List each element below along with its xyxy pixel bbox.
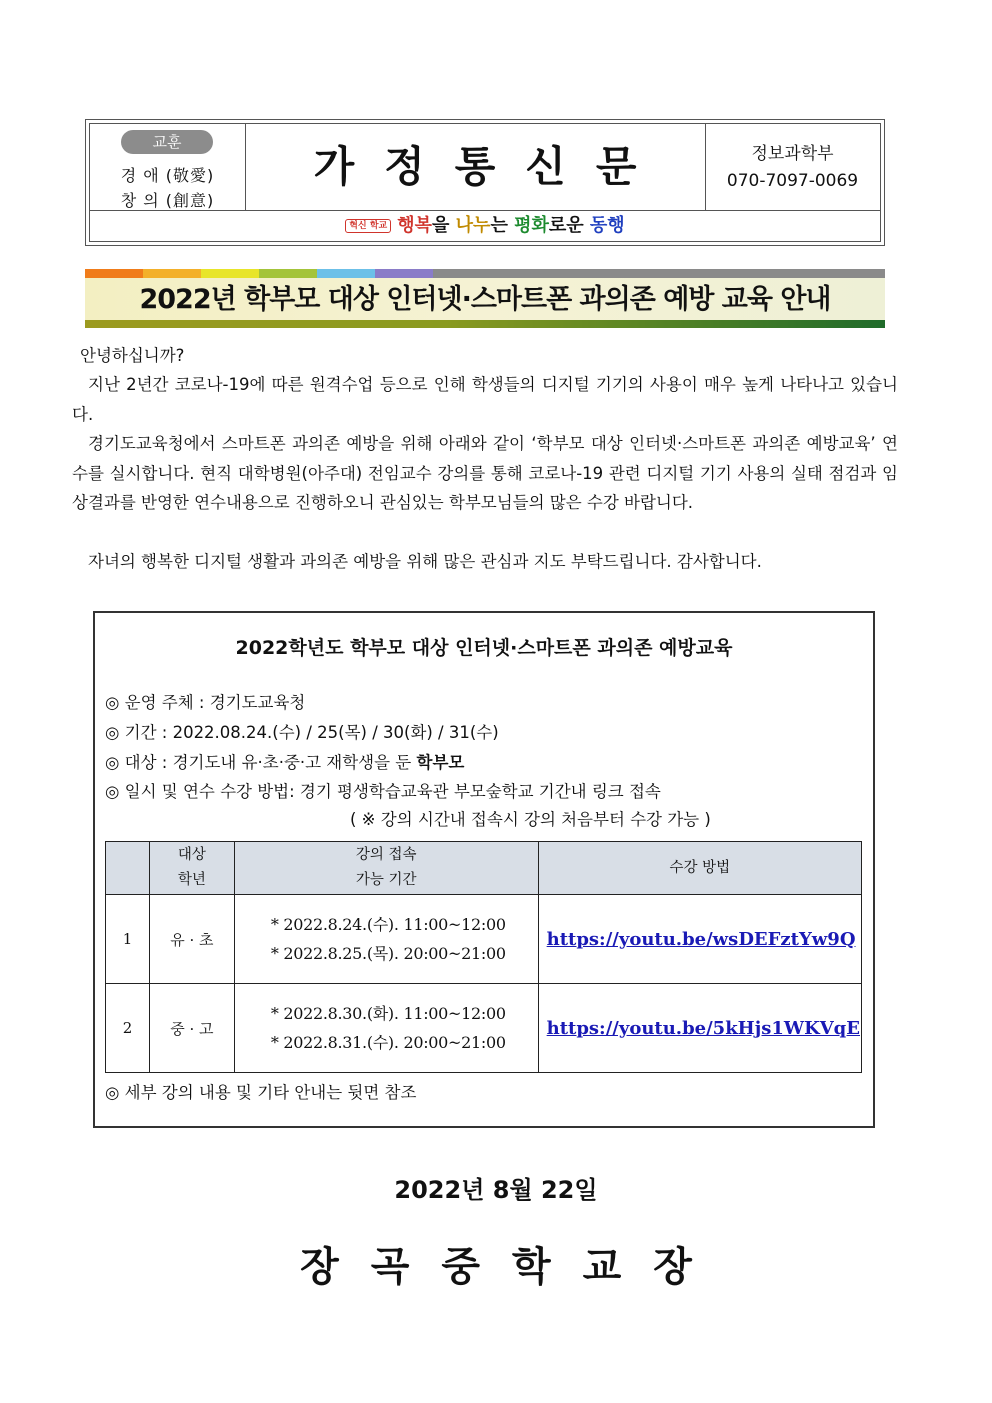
table-header-row [106, 842, 862, 895]
row-date-1: * 2022.8.24.(수). 11:00~12:00 [270, 915, 506, 934]
color-bar-segment [375, 269, 433, 278]
slogan-text [397, 215, 624, 236]
col-header-target [149, 842, 234, 895]
greeting: 안녕하십니까? [80, 346, 185, 365]
diagonal-header-cell [106, 842, 150, 895]
program-target-bold: 학부모 [416, 753, 465, 772]
row-grade: 유 · 초 [149, 895, 234, 984]
motto-badge: 교훈 [121, 130, 213, 154]
col-header-target-1: 대상 [177, 847, 206, 863]
row-number: 1 [106, 895, 150, 984]
newsletter-header [85, 119, 885, 246]
newsletter-title-cell [245, 124, 706, 210]
innovation-school-badge: 혁신 학교 [345, 219, 391, 233]
department-contact [705, 124, 880, 210]
newsletter-title: 가정통신문 [313, 142, 667, 191]
color-bar-segment [433, 269, 885, 278]
paragraph-1: 지난 2년간 코로나-19에 따른 원격수업 등으로 인해 학생들의 디지털 기기의 사용이 매우 높게 나타나고 있습니다. [72, 375, 898, 424]
program-target-text: ◎ 대상 : 경기도내 유·초·중·고 재학생을 둔 [105, 753, 417, 772]
issue-date: 2022년 8월 22일 [394, 1176, 598, 1204]
slogan-part-1: 을 [432, 215, 456, 236]
header-inner-frame [89, 123, 881, 242]
department-name: 정보과학부 [751, 144, 834, 164]
department-phone: 070-7097-0069 [726, 171, 859, 191]
color-bar-segment [201, 269, 259, 278]
paragraph-3: 자녀의 행복한 디지털 생활과 과의존 예방을 위해 많은 관심과 지도 부탁드립니다. 감사합니다. [88, 552, 762, 571]
motto-line-1: 경 애 (敬愛) [120, 166, 215, 185]
banner-bottom-bar [85, 320, 885, 328]
slogan-part-6: 동행 [589, 215, 625, 236]
principal-signature: 장곡중학교장 [300, 1244, 724, 1290]
motto-line-2: 창 의 (創意) [120, 191, 215, 210]
row-date-2: * 2022.8.31.(수). 20:00~21:00 [270, 1033, 506, 1052]
youtube-link-secondary[interactable]: https://youtu.be/5kHjs1WKVqE [538, 984, 861, 1073]
row-date-1: * 2022.8.30.(화). 11:00~12:00 [270, 1004, 506, 1023]
program-method-note: ( ※ 강의 시간내 접속시 강의 처음부터 수강 가능 ) [350, 810, 711, 829]
col-header-period-1: 강의 접속 [355, 847, 417, 863]
program-organizer: ◎ 운영 주체 : 경기도교육청 [105, 693, 306, 712]
paragraph-2: 경기도교육청에서 스마트폰 과의존 예방을 위해 아래와 같이 ‘학부모 대상 인터넷·스마트폰 과의존 예방교육’ 연수를 실시합니다. 현직 대학병원(아주대) 전임교수 강의를 통해 코로나-19 관련 디지털 기기 사용의 실태 점검과 임상결과를 반영한 연수내용으로 진행하오니 관심있는 학부모님들의 많은 수강 바랍니다. [72, 434, 898, 512]
lecture-schedule-table [105, 841, 862, 1073]
color-bar-segment [143, 269, 201, 278]
school-motto [90, 124, 246, 210]
school-slogan [90, 211, 880, 241]
col-header-period-2: 가능 기간 [355, 872, 417, 888]
table-row [106, 984, 862, 1073]
color-bar-segment [259, 269, 317, 278]
program-period: ◎ 기간 : 2022.08.24.(수) / 25(목) / 30(화) / 31(수) [105, 723, 499, 742]
table-row [106, 895, 862, 984]
program-target [105, 749, 464, 773]
row-dates [234, 895, 538, 984]
program-info-box [93, 611, 875, 1128]
slogan-part-0: 행복 [397, 215, 432, 236]
youtube-link-elementary[interactable]: https://youtu.be/wsDEFztYw9Q [538, 895, 861, 984]
slogan-part-3: 는 [490, 215, 515, 236]
row-number: 2 [106, 984, 150, 1073]
row-dates [234, 984, 538, 1073]
slogan-part-2: 나누 [455, 215, 491, 236]
col-header-period [234, 842, 538, 895]
col-header-method: 수강 방법 [538, 842, 861, 895]
notice-title: 2022년 학부모 대상 인터넷·스마트폰 과의존 예방 교육 안내 [139, 284, 831, 315]
notice-banner [85, 278, 885, 320]
color-bar-segment [317, 269, 375, 278]
col-header-target-2: 학년 [177, 872, 206, 888]
banner-color-bar [85, 269, 885, 278]
slogan-part-4: 평화 [514, 215, 549, 236]
color-bar-segment [85, 269, 143, 278]
row-date-2: * 2022.8.25.(목). 20:00~21:00 [270, 944, 506, 963]
header-top-row [90, 124, 880, 211]
row-grade: 중 · 고 [149, 984, 234, 1073]
slogan-part-5: 로운 [548, 215, 590, 236]
program-title: 2022학년도 학부모 대상 인터넷·스마트폰 과의존 예방교육 [235, 637, 733, 659]
program-method: ◎ 일시 및 연수 수강 방법: 경기 평생학습교육관 부모숲학교 기간내 링크 접속 [105, 782, 661, 801]
program-note: ◎ 세부 강의 내용 및 기타 안내는 뒷면 참조 [105, 1083, 417, 1102]
